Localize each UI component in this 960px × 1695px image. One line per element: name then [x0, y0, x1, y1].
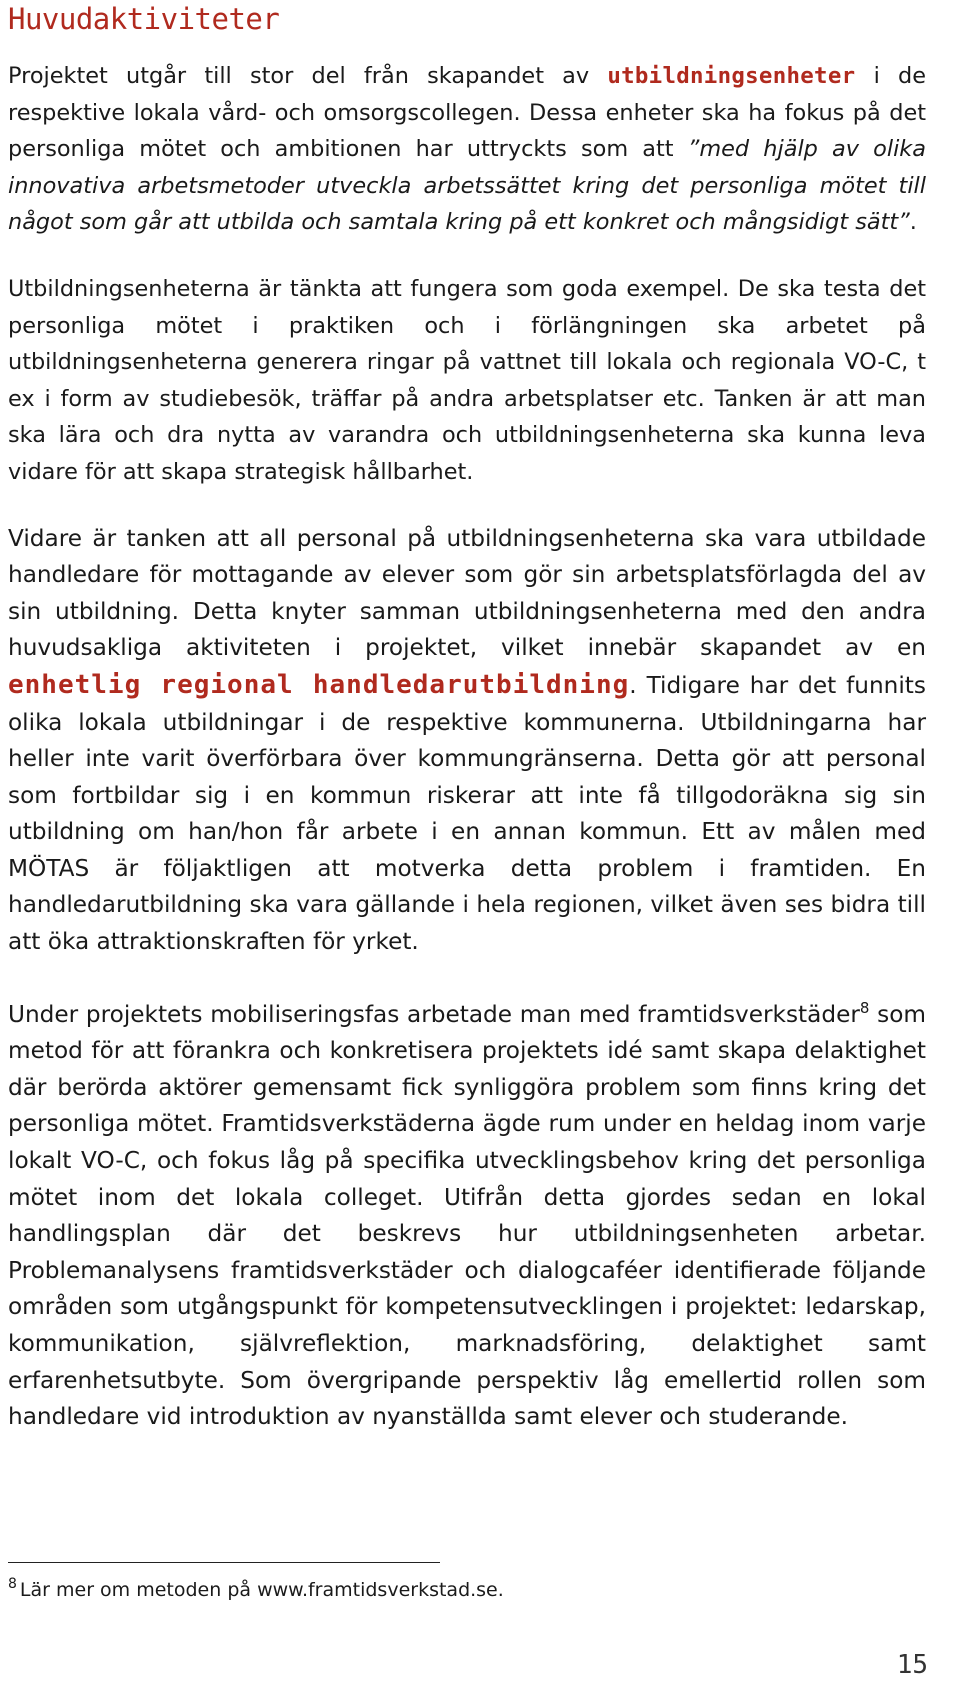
paragraph-3-text-a: Vidare är tanken att all personal på utbildningsenheterna ska vara utbildade handledare för mottagande av elever som gör sin arbetsplatsförlagda del av sin utbildning. Detta knyter samman utbildningsenheterna med den andra huvudsakliga aktiviteten i projektet, vilket innebär skapandet av en [8, 524, 926, 662]
paragraph-1-text-a: Projektet utgår till stor del från skapandet av [8, 63, 608, 89]
paragraph-3-text-b: . Tidigare har det funnits olika lokala utbildningar i de respektive kommunerna. Utbildningarna har heller inte varit överförbara över kommungränserna. Detta gör att personal som fortbildar sig i en kommun riskerar att inte få tillgodoräkna sig sin utbildning om han/hon får arbete i en annan kommun. Ett av målen med MÖTAS är följaktligen att motverka detta problem i framtiden. En handledarutbildning ska vara gällande i hela regionen, vilket även ses bidra till att öka attraktionskraften för yrket. [8, 671, 926, 956]
paragraph-4-text-b: som metod för att förankra och konkretisera projektets idé samt skapa delaktighet där berörda aktörer gemensamt fick synliggöra problem som finns kring det personliga mötet. Framtidsverkstäderna ägde rum under en heldag inom varje lokalt VO-C, och fokus låg på specifika utvecklingsbehov kring det personliga mötet inom det lokala colleget. Utifrån detta gjordes sedan en lokal handlingsplan där det beskrevs hur utbildningsenheten arbetar. Problemanalysens framtidsverkstäder och dialogcaféer identifierade följande områden som utgångspunkt för kompetensutvecklingen i projektet: ledarskap, kommunikation, självreflektion, marknadsföring, delaktighet samt erfarenhetsutbyte. Som övergripande perspektiv låg emellertid rollen som handledare vid introduktion av nyanställda samt elever och studerande. [8, 1000, 927, 1431]
highlight-handledarutbildning: enhetlig regional handledarutbildning [8, 669, 630, 700]
footnote [8, 1576, 504, 1604]
paragraph-1 [8, 58, 926, 241]
paragraph-2: Utbildningsenheterna är tänkta att fungera som goda exempel. De ska testa det personliga mötet i praktiken och i förlängningen ska arbetet på utbildningsenheterna generera ringar på vattnet till lokala och regionala VO-C, t ex i form av studiebesök, träffar på andra arbetsplatser etc. Tanken är att man ska lära och dra nytta av varandra och utbildningsenheterna ska kunna leva vidare för att skapa strategisk hållbarhet. [8, 275, 926, 485]
highlight-utbildningsenheter: utbildningsenheter [607, 63, 856, 89]
paragraph-4-text-a: Under projektets mobiliseringsfas arbetade man med framtidsverkstäder [8, 1000, 860, 1028]
footnote-number: 8 [8, 1576, 17, 1592]
paragraph-1-text-b: i de respektive lokala vård- och omsorgscollegen. Dessa enheter ska ha fokus på det personliga mötet och ambitionen har uttryckts som att [8, 63, 926, 163]
document-page [8, 0, 926, 1436]
paragraph-1-quote: ”med hjälp av olika innovativa arbetsmetoder utveckla arbetssättet kring det personliga mötet till något som går att utbilda och samtala kring på ett konkret och mångsidigt sätt” [8, 136, 926, 236]
paragraph-3 [8, 521, 926, 961]
paragraph-1-text-c: . [909, 209, 917, 236]
paragraph-4 [8, 997, 926, 1436]
section-heading: Huvudaktiviteter [8, 2, 280, 36]
footnote-divider [8, 1562, 440, 1563]
footnote-text: Lär mer om metoden på www.framtidsverkstad.se. [19, 1579, 504, 1601]
footnote-reference[interactable]: 8 [859, 998, 870, 1017]
page-number: 15 [896, 1650, 928, 1680]
